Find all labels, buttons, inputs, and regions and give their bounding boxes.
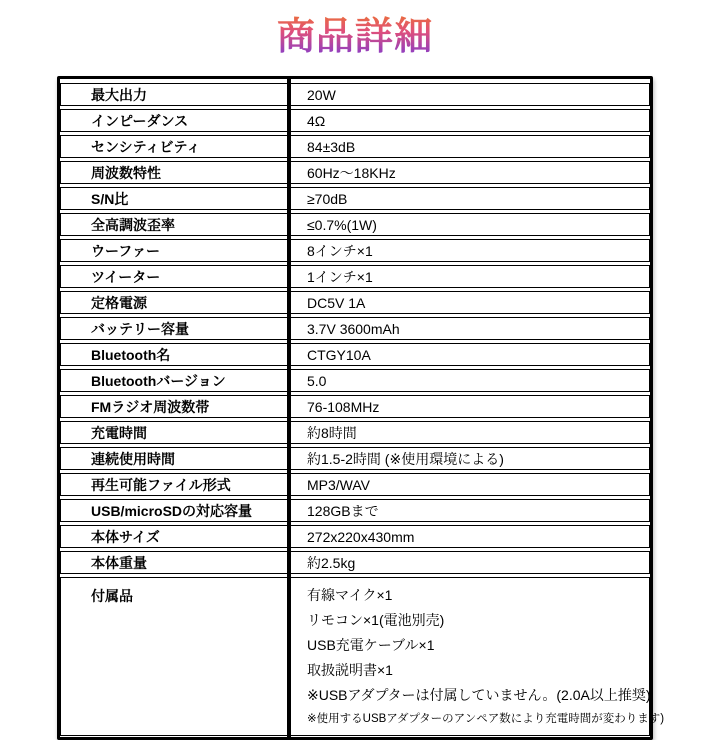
table-row — [60, 395, 650, 418]
table-row — [60, 83, 650, 106]
spec-value: CTGY10A — [307, 346, 371, 363]
accessories-value — [288, 583, 664, 731]
spec-value: DC5V 1A — [307, 294, 366, 311]
spec-label: 周波数特性 — [91, 164, 161, 181]
spec-label: 最大出力 — [91, 86, 147, 103]
table-row — [60, 525, 650, 548]
spec-value: ≥70dB — [307, 190, 348, 207]
table-row — [60, 213, 650, 236]
spec-label: 付属品 — [91, 588, 133, 604]
spec-value: ≤0.7%(1W) — [307, 216, 377, 233]
accessory-line: ※USBアダプターは付属していません。(2.0A以上推奨) — [307, 687, 651, 703]
spec-value: 約1.5-2時間 (※使用環境による) — [307, 450, 504, 467]
spec-value: 60Hz〜18KHz — [307, 164, 396, 181]
spec-table — [57, 76, 665, 740]
accessory-line: リモコン×1(電池別売) — [307, 612, 445, 628]
spec-value: 約8時間 — [307, 424, 357, 441]
table-row — [60, 291, 650, 314]
table-row — [60, 499, 650, 522]
spec-value: 約2.5kg — [307, 554, 356, 571]
accessory-line: 取扱説明書×1 — [307, 662, 393, 678]
table-row — [60, 551, 650, 574]
spec-value: MP3/WAV — [307, 476, 371, 493]
table-row — [60, 135, 650, 158]
spec-value: 8インチ×1 — [307, 242, 373, 259]
spec-label: センシティビティ — [91, 138, 201, 155]
table-row-accessories — [60, 577, 665, 736]
spec-value: 76-108MHz — [307, 398, 380, 415]
spec-label: Bluetooth名 — [91, 346, 171, 363]
spec-label: S/N比 — [91, 190, 129, 207]
spec-value: 272x220x430mm — [307, 528, 415, 545]
spec-label: バッテリー容量 — [91, 320, 189, 337]
spec-label: 本体サイズ — [91, 528, 160, 545]
spec-label: 連続使用時間 — [91, 450, 175, 467]
table-row — [60, 447, 650, 470]
spec-value: 20W — [307, 86, 336, 103]
spec-label: 本体重量 — [91, 554, 147, 571]
spec-label: インピーダンス — [91, 112, 189, 129]
table-row — [60, 369, 650, 392]
spec-value: 5.0 — [307, 372, 327, 389]
spec-label: USB/microSDの対応容量 — [91, 502, 253, 519]
table-row — [60, 317, 650, 340]
accessory-line: USB充電ケーブル×1 — [307, 637, 435, 653]
page-title: 商品詳細 — [0, 0, 710, 65]
spec-value: 4Ω — [307, 112, 326, 129]
spec-value: 3.7V 3600mAh — [307, 320, 400, 337]
table-row — [60, 265, 650, 288]
spec-value: 128GBまで — [307, 502, 379, 519]
spec-value: 84±3dB — [307, 138, 356, 155]
table-row — [60, 161, 650, 184]
spec-label: FMラジオ周波数帯 — [91, 398, 210, 415]
table-row — [60, 343, 650, 366]
table-row — [60, 473, 650, 496]
spec-label: ツイーター — [91, 268, 161, 285]
spec-label: 再生可能ファイル形式 — [91, 476, 231, 493]
table-row — [60, 421, 650, 444]
accessory-note: ※使用するUSBアダプターのアンペア数により充電時間が変わります) — [307, 713, 665, 725]
table-row — [60, 239, 650, 262]
spec-label: 定格電源 — [91, 294, 147, 311]
table-row — [60, 187, 650, 210]
spec-label: 充電時間 — [91, 424, 147, 441]
spec-label: 全高調波歪率 — [91, 216, 175, 233]
spec-label: Bluetoothバージョン — [91, 372, 226, 389]
accessory-line: 有線マイク×1 — [307, 587, 393, 603]
spec-value: 1インチ×1 — [307, 268, 373, 285]
table-row — [60, 109, 650, 132]
spec-label: ウーファー — [91, 242, 161, 259]
column-divider — [287, 79, 291, 737]
